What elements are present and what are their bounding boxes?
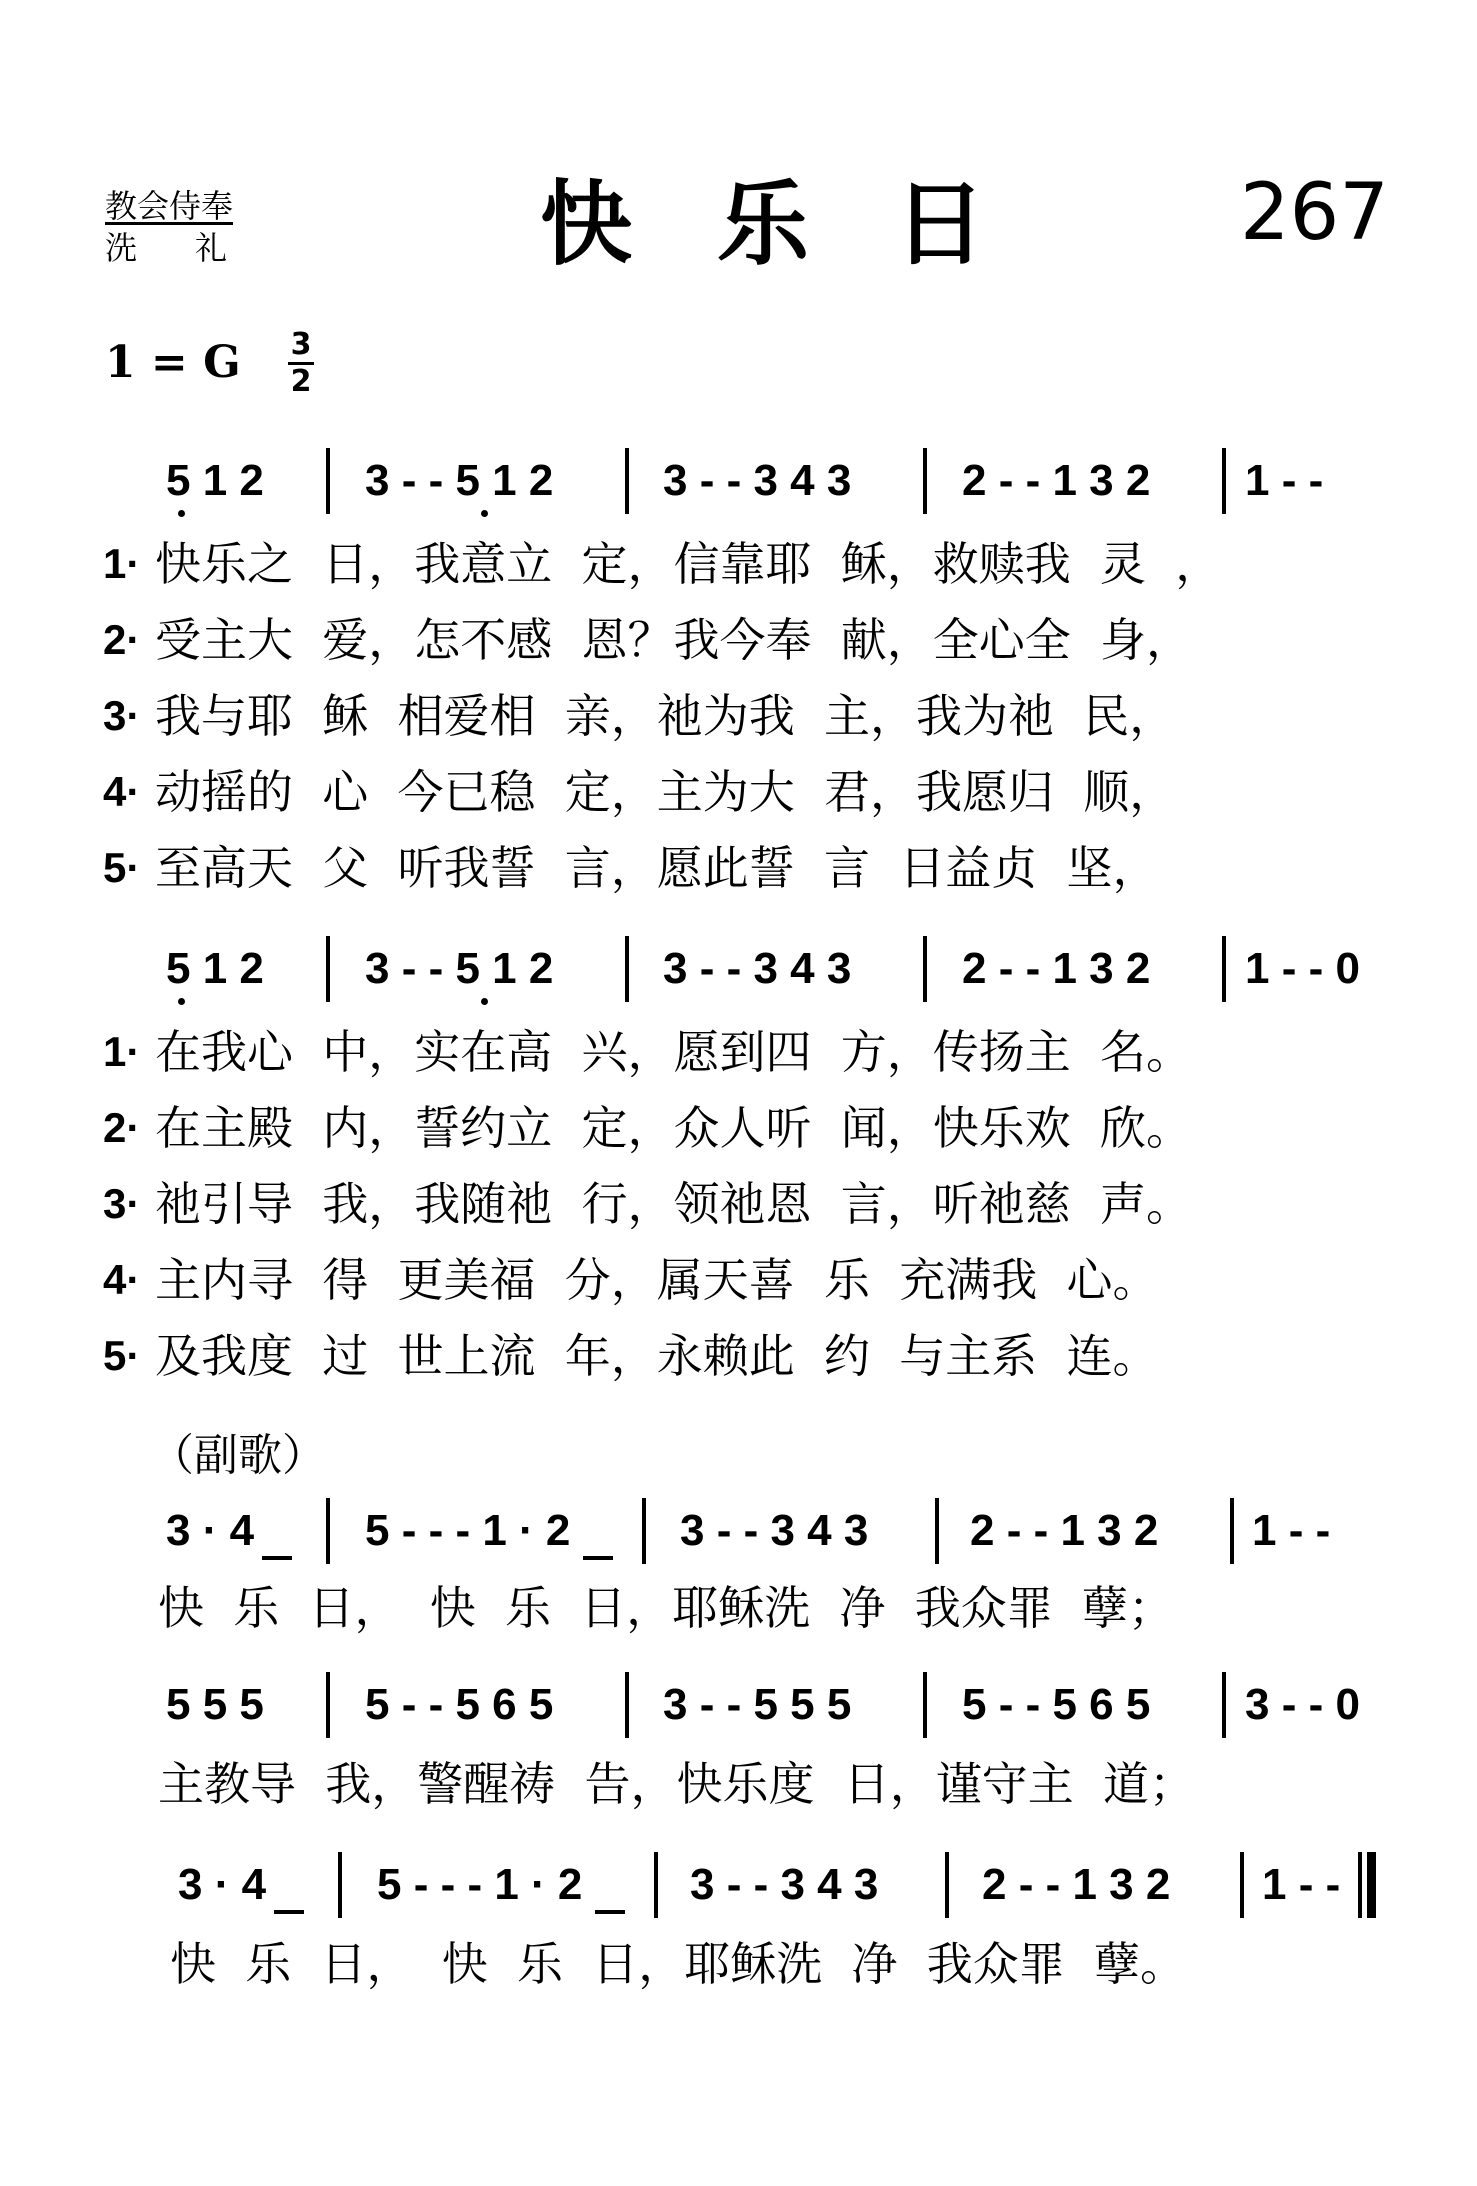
category-label: 教会侍奉 bbox=[105, 187, 234, 225]
time-signature-bottom: 2 bbox=[290, 364, 312, 399]
lyric-line: 快乐之 日，我意立 定，信靠耶 稣，救赎我 灵 ， bbox=[155, 537, 1222, 591]
final-barline-thick bbox=[1367, 1852, 1376, 1918]
barline bbox=[923, 936, 927, 1002]
lyric-line: 至高天 父 听我誓 言，愿此誓 言 日益贞 坚， bbox=[155, 841, 1159, 895]
low-octave-dot bbox=[481, 998, 488, 1005]
chorus-lyric-line: 主教导 我，警醒祷 告，快乐度 日，谨守主 道； bbox=[158, 1757, 1195, 1811]
measure: 5 - - - 1 · 2 bbox=[377, 1860, 583, 1909]
time-signature-top: 3 bbox=[290, 327, 312, 362]
measure: 1 - - bbox=[1252, 1506, 1331, 1555]
verse-number: 5· bbox=[103, 844, 141, 891]
barline bbox=[1222, 1672, 1226, 1738]
barline bbox=[625, 936, 629, 1002]
time-signature bbox=[288, 327, 314, 399]
lyric-line: 在我心 中，实在高 兴，愿到四 方，传扬主 名。 bbox=[155, 1025, 1192, 1079]
lyric-line: 我与耶 稣 相爱相 亲，祂为我 主，我为祂 民， bbox=[155, 689, 1176, 743]
barline bbox=[945, 1852, 949, 1918]
chorus-lyric-line: 快 乐 日， 快 乐 日，耶稣洗 净 我众罪 孽。 bbox=[170, 1937, 1186, 1991]
chorus-music-line-3 bbox=[0, 1852, 1477, 1922]
barline bbox=[1230, 1498, 1234, 1564]
barline bbox=[326, 448, 330, 514]
barline bbox=[326, 936, 330, 1002]
low-octave-dot bbox=[178, 998, 185, 1005]
barline bbox=[923, 448, 927, 514]
measure: 3 - - 3 4 3 bbox=[663, 456, 852, 505]
measure: 5 5 5 bbox=[166, 1680, 264, 1729]
measure: 3 - - 3 4 3 bbox=[680, 1506, 869, 1555]
measure: 3 · 4 bbox=[166, 1506, 255, 1555]
measure: 3 - - 3 4 3 bbox=[690, 1860, 879, 1909]
measure: 5 - - 5 6 5 bbox=[365, 1680, 554, 1729]
measure: 5 - - - 1 · 2 bbox=[365, 1506, 571, 1555]
barline bbox=[326, 1498, 330, 1564]
verse-number: 2· bbox=[103, 1104, 141, 1151]
verse-number: 5· bbox=[103, 1332, 141, 1379]
lyric-line: 动摇的 心 今已稳 定，主为大 君，我愿归 顺， bbox=[155, 765, 1176, 819]
underline-mark bbox=[274, 1910, 304, 1914]
barline bbox=[1222, 936, 1226, 1002]
barline bbox=[642, 1498, 646, 1564]
measure: 2 - - 1 3 2 bbox=[970, 1506, 1159, 1555]
measure: 3 - - 5 1 2 bbox=[365, 456, 554, 505]
verse-number: 1· bbox=[103, 1028, 141, 1075]
barline bbox=[326, 1672, 330, 1738]
low-octave-dot bbox=[178, 510, 185, 517]
subcategory-label: 洗礼 bbox=[105, 229, 286, 267]
lyric-line: 受主大 爱，怎不感 恩？我今奉 献，全心全 身， bbox=[155, 613, 1192, 667]
verse-number: 1· bbox=[103, 540, 141, 587]
barline bbox=[1240, 1852, 1244, 1918]
barline bbox=[1222, 448, 1226, 514]
barline bbox=[625, 1672, 629, 1738]
measure: 3 - - 5 1 2 bbox=[365, 944, 554, 993]
barline bbox=[923, 1672, 927, 1738]
lyric-line: 及我度 过 世上流 年，永赖此 约 与主系 连。 bbox=[155, 1329, 1159, 1383]
barline bbox=[654, 1852, 658, 1918]
measure: 5 1 2 bbox=[166, 456, 264, 505]
chorus-lyric-line: 快 乐 日， 快 乐 日，耶稣洗 净 我众罪 孽； bbox=[158, 1581, 1174, 1635]
barline bbox=[935, 1498, 939, 1564]
hymn-title: 快乐日 bbox=[540, 171, 1072, 278]
key-signature: 1 = G bbox=[105, 337, 241, 388]
measure: 2 - - 1 3 2 bbox=[962, 456, 1151, 505]
underline-mark bbox=[595, 1910, 625, 1914]
verse-number: 3· bbox=[103, 1180, 141, 1227]
verse-number: 4· bbox=[103, 1256, 141, 1303]
hymn-number: 267 bbox=[1240, 168, 1389, 258]
chorus-music-line-2 bbox=[0, 1672, 1477, 1742]
barline bbox=[338, 1852, 342, 1918]
chorus-music-line-1 bbox=[0, 1498, 1477, 1568]
music-line-2 bbox=[0, 936, 1477, 1006]
barline bbox=[625, 448, 629, 514]
underline-mark bbox=[262, 1556, 292, 1560]
music-line-1 bbox=[0, 448, 1477, 518]
chorus-label: （副歌） bbox=[150, 1430, 326, 1481]
verse-number: 4· bbox=[103, 768, 141, 815]
measure: 3 - - 0 bbox=[1245, 1680, 1360, 1729]
low-octave-dot bbox=[481, 510, 488, 517]
measure: 3 - - 5 5 5 bbox=[663, 1680, 852, 1729]
verse-number: 2· bbox=[103, 616, 141, 663]
measure: 2 - - 1 3 2 bbox=[982, 1860, 1171, 1909]
measure: 1 - - bbox=[1262, 1860, 1341, 1909]
measure: 3 · 4 bbox=[178, 1860, 267, 1909]
verse-number: 3· bbox=[103, 692, 141, 739]
measure: 1 - - bbox=[1245, 456, 1324, 505]
lyric-line: 主内寻 得 更美福 分，属天喜 乐 充满我 心。 bbox=[155, 1253, 1159, 1307]
measure: 5 1 2 bbox=[166, 944, 264, 993]
underline-mark bbox=[583, 1556, 613, 1560]
measure: 3 - - 3 4 3 bbox=[663, 944, 852, 993]
measure: 1 - - 0 bbox=[1245, 944, 1360, 993]
measure: 2 - - 1 3 2 bbox=[962, 944, 1151, 993]
final-barline-thin bbox=[1358, 1852, 1362, 1918]
measure: 5 - - 5 6 5 bbox=[962, 1680, 1151, 1729]
lyric-line: 在主殿 内，誓约立 定，众人听 闻，快乐欢 欣。 bbox=[155, 1101, 1192, 1155]
lyric-line: 祂引导 我，我随祂 行，领祂恩 言，听祂慈 声。 bbox=[155, 1177, 1192, 1231]
